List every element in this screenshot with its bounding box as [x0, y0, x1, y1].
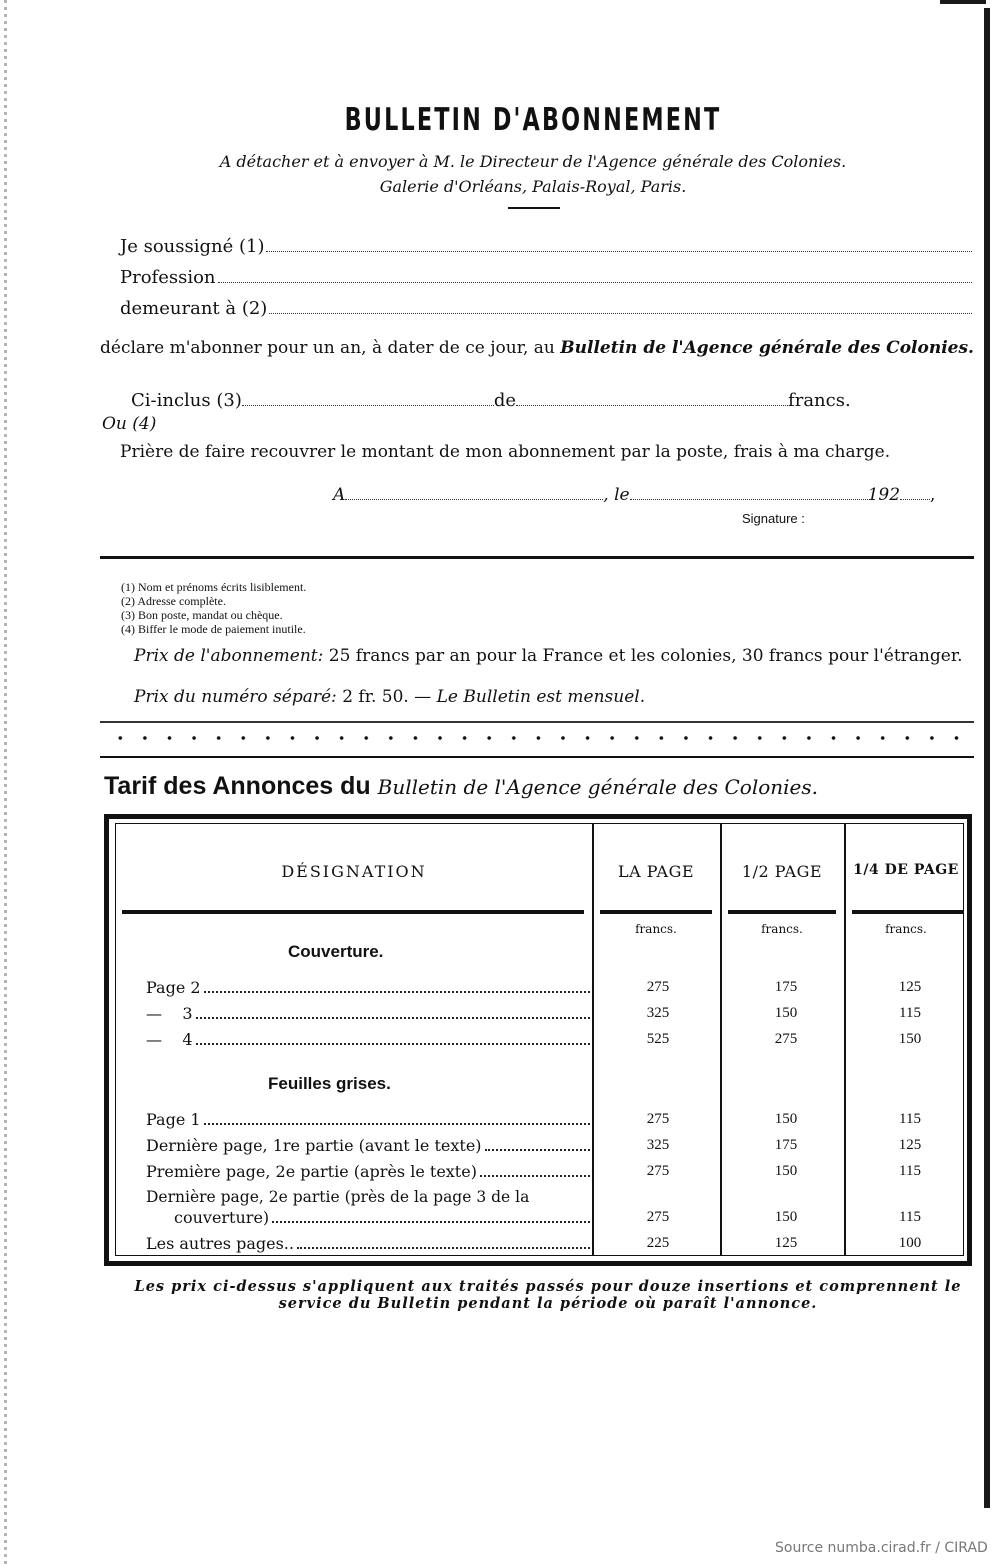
cell-la-page: 225	[646, 1235, 670, 1251]
cell-demi-page: 150	[774, 1163, 798, 1179]
cell-la-page: 325	[646, 1005, 670, 1021]
field-nom-label: Je soussigné (1)	[120, 236, 265, 257]
prix-abonnement-text: 25 francs par an pour la France et les colonies, 30 francs pour l'étranger.	[323, 646, 963, 666]
date-label: , le	[603, 485, 630, 505]
header-rule-1	[122, 910, 584, 914]
year-suffix: ,	[930, 485, 936, 505]
ci-inclus-line	[131, 390, 851, 411]
prix-numero-emphasis: Le Bulletin est mensuel.	[436, 687, 646, 707]
cell-quart-page: 125	[898, 1137, 922, 1153]
subtitle-line-2: Galerie d'Orléans, Palais-Royal, Paris.	[379, 177, 687, 196]
leader-dots	[204, 979, 590, 993]
place-date-line	[333, 485, 935, 505]
ci-inclus-de: de	[493, 390, 517, 411]
table-row-label-line1	[146, 1188, 590, 1206]
francs-label: francs.	[788, 390, 851, 411]
table-row-label	[146, 1030, 590, 1049]
ou-label: Ou (4)	[102, 414, 157, 434]
header-rule-3	[728, 910, 836, 914]
row-label-text: couverture)	[174, 1208, 270, 1227]
cell-demi-page: 175	[774, 979, 798, 995]
header-rule-4	[852, 910, 964, 914]
leader-dots	[485, 1137, 590, 1151]
row-label-text: — 3	[146, 1004, 193, 1023]
row-label-text: — 4	[146, 1030, 193, 1049]
field-adresse-input[interactable]	[269, 299, 972, 314]
cell-quart-page: 115	[899, 1005, 921, 1021]
field-adresse[interactable]	[120, 298, 972, 319]
tarif-title-bold: Tarif des Annonces du	[104, 772, 378, 800]
separator-bottom	[100, 756, 974, 758]
cell-demi-page: 125	[774, 1235, 798, 1251]
row-label-text: Dernière page, 1re partie (avant le texte)	[146, 1136, 482, 1155]
subtitle-line-1: A détacher et à envoyer à M. le Directeur de l'Agence générale des Colonies.	[219, 152, 847, 171]
footnote-2: (2) Adresse complète.	[121, 594, 226, 608]
leader-dots	[196, 1005, 590, 1019]
unit-demi-page: francs.	[761, 922, 803, 936]
prix-numero-label: Prix du numéro séparé:	[134, 687, 337, 707]
tarif-table	[104, 814, 972, 1266]
unit-quart-page: francs.	[885, 922, 927, 936]
tarif-title-italic: Bulletin de l'Agence générale des Colonies.	[377, 775, 818, 799]
column-header-la-page: LA PAGE	[617, 862, 695, 881]
cell-la-page: 275	[646, 1163, 670, 1179]
field-adresse-label: demeurant à (2)	[120, 298, 268, 319]
ci-inclus-label: Ci-inclus (3)	[131, 390, 242, 411]
field-nom-input[interactable]	[266, 237, 972, 252]
declaration-text: déclare m'abonner pour un an, à dater de ce jour, au	[100, 338, 561, 358]
ci-inclus-input[interactable]	[242, 393, 494, 406]
field-profession[interactable]	[120, 267, 972, 288]
table-row-label	[146, 1234, 590, 1253]
prix-numero-text: 2 fr. 50. —	[336, 687, 437, 707]
section-feuilles-grises: Feuilles grises.	[268, 1074, 391, 1093]
table-row-label	[174, 1208, 590, 1227]
cell-demi-page: 150	[774, 1209, 798, 1225]
row-label-text: Les autres pages..	[146, 1234, 294, 1253]
year-label: 192	[867, 485, 901, 505]
footnote-4: (4) Biffer le mode de paiement inutile.	[121, 622, 306, 636]
section-couverture: Couverture.	[288, 942, 384, 961]
cell-quart-page: 115	[899, 1163, 921, 1179]
field-nom[interactable]	[120, 236, 972, 257]
title-divider	[508, 207, 560, 209]
separator-top	[100, 721, 974, 723]
table-row-label	[146, 1136, 590, 1155]
unit-la-page: francs.	[635, 922, 677, 936]
cut-rule	[100, 556, 974, 559]
field-profession-label: Profession	[120, 267, 216, 288]
col-divider-1	[592, 824, 594, 1255]
signature-label: Signature :	[742, 511, 805, 526]
page-title: BULLETIN D'ABONNEMENT	[344, 102, 722, 138]
cell-quart-page: 125	[898, 979, 922, 995]
column-header-demi-page: 1/2 PAGE	[741, 862, 823, 881]
priere-paragraph: Prière de faire recouvrer le montant de mon abonnement par la poste, frais à ma charge.	[120, 442, 891, 462]
year-input[interactable]	[900, 487, 930, 500]
cell-demi-page: 150	[774, 1111, 798, 1127]
declaration-paragraph	[100, 337, 976, 359]
prix-abonnement-label: Prix de l'abonnement:	[134, 646, 324, 666]
row-label-text: Dernière page, 2e partie (près de la page 3 de la	[146, 1188, 530, 1206]
cell-quart-page: 115	[899, 1209, 921, 1225]
cell-la-page: 275	[646, 1209, 670, 1225]
source-credit: Source numba.cirad.fr / CIRAD	[775, 1540, 988, 1556]
cell-quart-page: 150	[898, 1031, 922, 1047]
cell-demi-page: 175	[774, 1137, 798, 1153]
header-rule-2	[600, 910, 712, 914]
prix-numero	[134, 687, 645, 707]
leader-dots	[480, 1163, 590, 1177]
place-input[interactable]	[345, 487, 603, 500]
cell-la-page: 525	[646, 1031, 670, 1047]
footnote-3: (3) Bon poste, mandat ou chèque.	[121, 608, 283, 622]
row-label-text: Page 2	[146, 978, 201, 997]
table-row-label	[146, 1110, 590, 1129]
col-divider-2	[720, 824, 722, 1255]
cell-la-page: 325	[646, 1137, 670, 1153]
table-row-label	[146, 1004, 590, 1023]
cell-demi-page: 275	[774, 1031, 798, 1047]
scan-edge-left	[4, 0, 7, 1566]
row-label-text: Page 1	[146, 1110, 201, 1129]
montant-input[interactable]	[516, 393, 788, 406]
column-header-quart-page: 1/4 DE PAGE	[853, 862, 959, 878]
leader-dots	[204, 1111, 590, 1125]
declaration-emphasis: Bulletin de l'Agence générale des Colonies.	[560, 338, 974, 358]
footnote-1: (1) Nom et prénoms écrits lisiblement.	[121, 580, 307, 594]
tarif-footnote: Les prix ci-dessus s'appliquent aux traités passés pour douze insertions et comprennent le service du Bulletin pendant la période où paraît l'annonce.	[134, 1278, 962, 1312]
cell-la-page: 275	[646, 1111, 670, 1127]
cell-quart-page: 115	[899, 1111, 921, 1127]
column-header-designation: DÉSIGNATION	[281, 862, 427, 881]
table-row-label	[146, 978, 590, 997]
cell-quart-page: 100	[898, 1235, 922, 1251]
cell-la-page: 275	[646, 979, 670, 995]
tarif-table-inner	[115, 823, 964, 1256]
cell-demi-page: 150	[774, 1005, 798, 1021]
leader-dots	[297, 1235, 590, 1249]
leader-dots	[196, 1031, 590, 1045]
dotted-separator	[108, 735, 970, 741]
table-row-label	[146, 1162, 590, 1181]
leader-dots	[272, 1209, 590, 1223]
row-label-text: Première page, 2e partie (après le texte)	[146, 1162, 477, 1181]
tarif-title	[104, 772, 818, 801]
prix-abonnement	[100, 645, 976, 667]
field-profession-input[interactable]	[218, 268, 972, 283]
date-input[interactable]	[630, 487, 868, 500]
place-label: A	[333, 485, 346, 505]
footnotes-list	[121, 580, 306, 636]
scan-edge-top	[940, 0, 986, 4]
